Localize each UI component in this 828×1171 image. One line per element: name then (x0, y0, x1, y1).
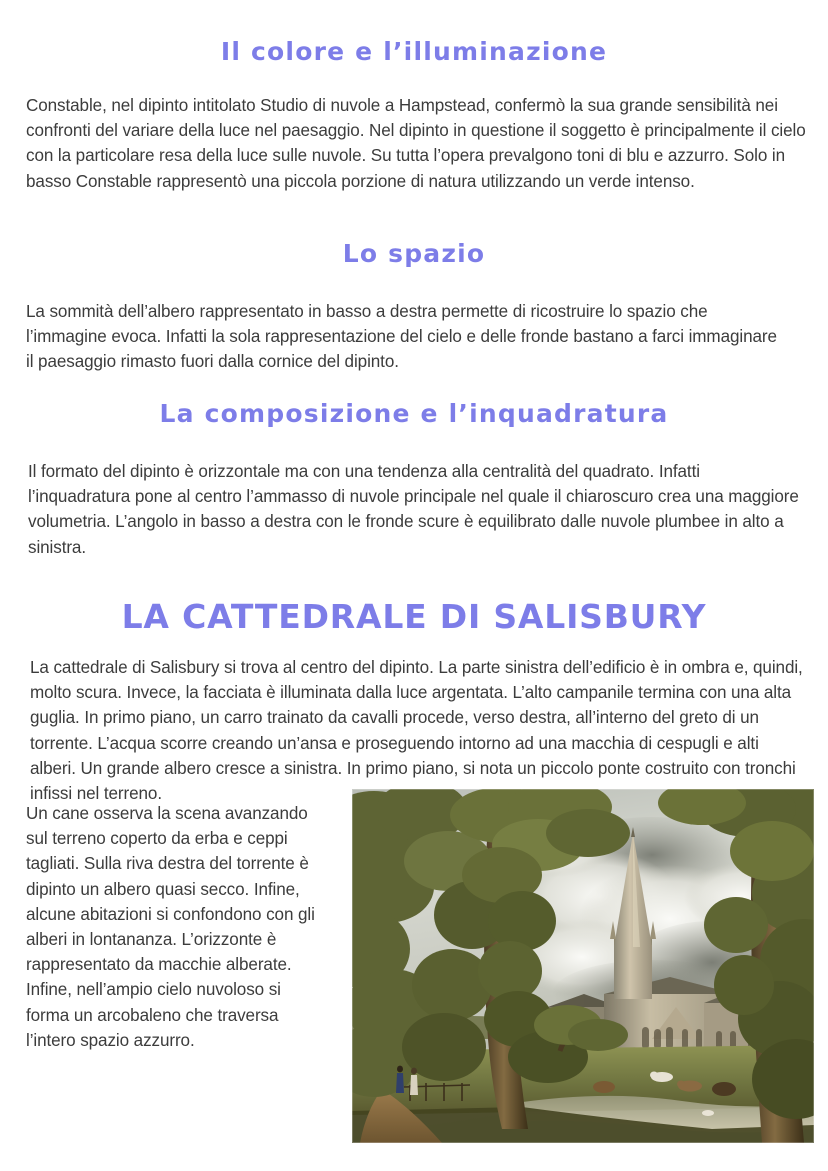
section-heading-composizione: La composizione e l’inquadratura (159, 399, 669, 428)
salisbury-cathedral-painting (352, 789, 814, 1143)
painting-dog (702, 1110, 714, 1116)
section-heading-spazio: Lo spazio (342, 239, 486, 268)
section-heading-salisbury: LA CATTEDRALE DI SALISBURY (121, 597, 707, 636)
painting-canvas (352, 789, 814, 1143)
section-paragraph-spazio: La sommità dell’albero rappresentato in basso a destra permette di ricostruire lo spazio che l’immagine evoca. Infatti la sola rappresentazione del cielo e delle fronde bastano a farci immaginare il paesaggio rimasto fuori dalla cornice del dipinto. (26, 302, 777, 372)
section-paragraph-cane: Un cane osserva la scena avanzando sul terreno coperto da erba e ceppi tagliati. Sulla riva destra del torrente è dipinto un albero quasi secco. Infine, alcune abitazioni si confondono con gli alberi in lontananza. L’orizzonte è rappresentato da macchie alberate. Infine, nell’ampio cielo nuvoloso si forma un arcobaleno che traversa l’intero spazio azzurro. (26, 804, 315, 1050)
section-paragraph-salisbury: La cattedrale di Salisbury si trova al centro del dipinto. La parte sinistra dell’edificio è in ombra e, quindi, molto scura. Invece, la facciata è illuminata dalla luce argentata. L’alto campanile termina con una alta guglia. In primo piano, un carro trainato da cavalli procede, verso destra, all’interno del greto di un torrente. L’acqua scorre creando un’ansa e proseguendo intorno ad una macchia di cespugli e alti alberi. Un grande albero cresce a sinistra. In primo piano, si nota un piccolo ponte costruito con tronchi infissi nel terreno. (30, 658, 803, 804)
section-paragraph-composizione: Il formato del dipinto è orizzontale ma con una tendenza alla centralità del quadrato. Infatti l’inquadratura pone al centro l’ammasso di nuvole principale nel quale il chiaroscuro crea una maggiore volumetria. L’angolo in basso a destra con le fronde scure è equilibrato dalle nuvole plumbee in alto a sinistra. (28, 462, 799, 557)
section-paragraph-colore: Constable, nel dipinto intitolato Studio di nuvole a Hampstead, confermò la sua grande sensibilità nei confronti del variare della luce nel paesaggio. Nel dipinto in questione il soggetto è principalmente il cielo con la particolare resa della luce sulle nuvole. Su tutta l’opera prevalgono toni di blu e azzurro. Solo in basso Constable rappresentò una piccola porzione di natura utilizzando un verde intenso. (26, 96, 806, 191)
section-heading-colore: Il colore e l’illuminazione (220, 37, 608, 66)
